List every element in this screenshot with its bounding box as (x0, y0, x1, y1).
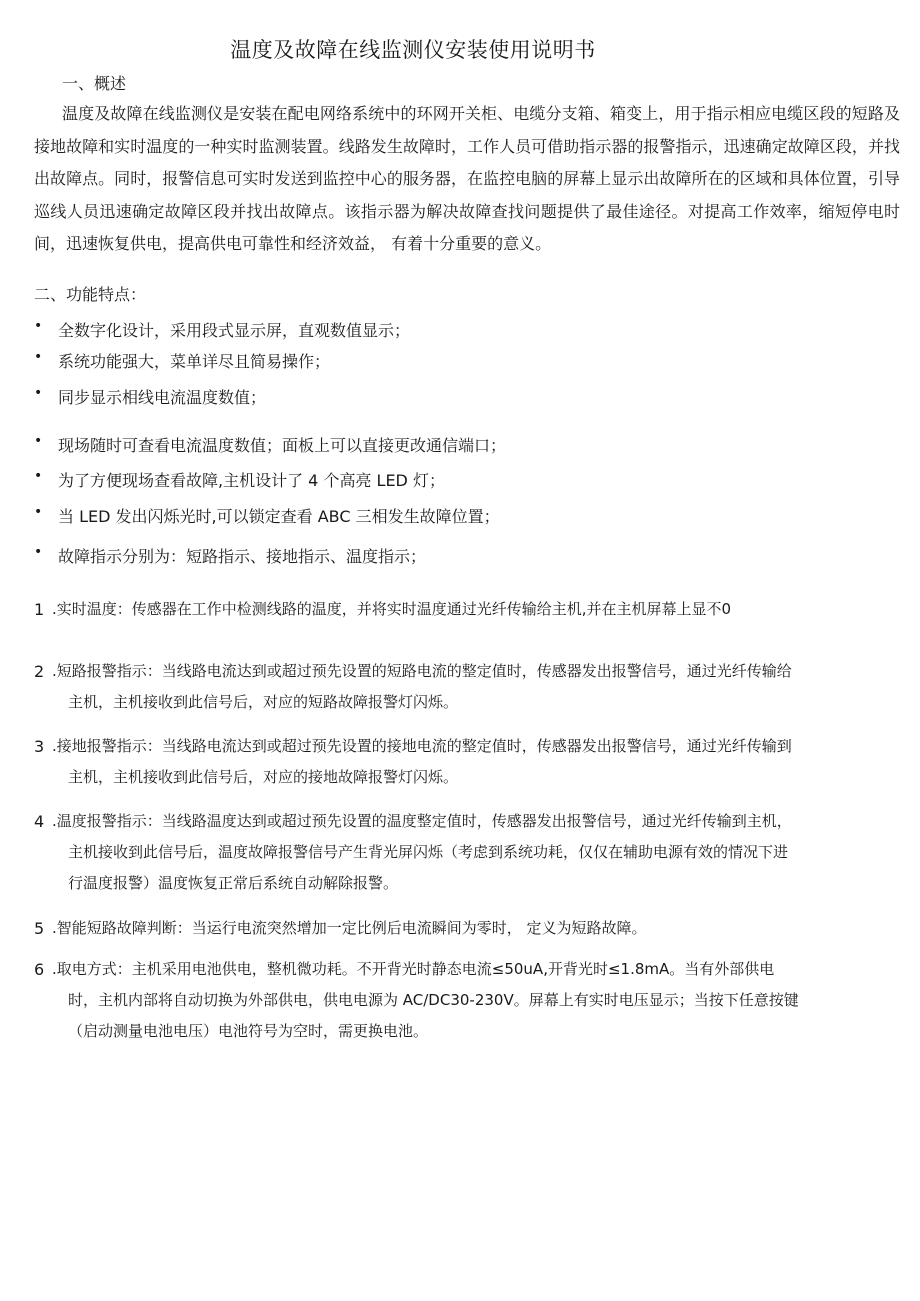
feature-text: 为了方便现场查看故障,主机设计了 4 个高亮 LED 灯； (58, 471, 445, 490)
bullet-icon: • (34, 349, 43, 365)
item-line: 主机接收到此信号后，温度故障报警信号产生背光屏闪烁（考虑到系统功耗，仅仅在辅助电源有效的情况下进 (68, 843, 789, 861)
feature-text: 故障指示分别为：短路指示、接地指示、温度指示； (58, 547, 427, 566)
feature-text: 全数字化设计，采用段式显示屏，直观数值显示； (58, 321, 411, 340)
document-title: 温度及故障在线监测仪安装使用说明书 (230, 38, 596, 62)
feature-text: 系统功能强大，菜单详尽且简易操作； (58, 352, 331, 371)
item-line: 行温度报警）温度恢复正常后系统自动解除报警。 (68, 874, 399, 892)
bullet-icon: • (34, 433, 43, 449)
item-number: 2 (34, 662, 45, 681)
overview-heading: 一、概述 (62, 74, 127, 93)
feature-text: 现场随时可查看电流温度数值；面板上可以直接更改通信端口； (58, 436, 507, 455)
bullet-icon: • (34, 318, 43, 334)
item-line: 主机，主机接收到此信号后，对应的短路故障报警灯闪烁。 (68, 693, 459, 711)
item-line: .取电方式：主机采用电池供电，整机微功耗。不开背光时静态电流≤50uA,开背光时≤1.8mA。当有外部供电 (52, 960, 775, 978)
item-line: .温度报警指示：当线路温度达到或超过预先设置的温度整定值时，传感器发出报警信号，通过光纤传输到主机， (52, 812, 792, 830)
bullet-icon: • (34, 544, 43, 560)
item-number: 4 (34, 812, 45, 831)
bullet-icon: • (34, 468, 43, 484)
item-number: 5 (34, 919, 45, 938)
item-number: 6 (34, 960, 45, 979)
item-line: 时，主机内部将自动切换为外部供电，供电电源为 AC/DC30-230V。屏幕上有实时电压显示；当按下任意按键 (68, 991, 799, 1009)
features-heading: 二、功能特点： (34, 285, 147, 304)
feature-text: 同步显示相线电流温度数值； (58, 388, 267, 407)
item-line: .短路报警指示：当线路电流达到或超过预先设置的短路电流的整定值时，传感器发出报警信号，通过光纤传输给 (52, 662, 792, 680)
item-line: .智能短路故障判断：当运行电流突然增加一定比例后电流瞬间为零时， 定义为短路故障。 (52, 919, 647, 937)
item-line: .实时温度：传感器在工作中检测线路的温度，并将实时温度通过光纤传输给主机,并在主机屏幕上显不0 (52, 600, 732, 618)
item-line: （启动测量电池电压）电池符号为空时，需更换电池。 (68, 1022, 429, 1040)
feature-text: 当 LED 发出闪烁光时,可以锁定查看 ABC 三相发生故障位置； (58, 507, 500, 526)
bullet-icon: • (34, 385, 43, 401)
item-number: 1 (34, 600, 45, 619)
item-line: 主机，主机接收到此信号后，对应的接地故障报警灯闪烁。 (68, 768, 459, 786)
bullet-icon: • (34, 504, 43, 520)
item-number: 3 (34, 737, 45, 756)
overview-paragraph: 温度及故障在线监测仪是安装在配电网络系统中的环网开关柜、电缆分支箱、箱变上，用于指示相应电缆区段的短路及接地故障和实时温度的一种实时监测装置。线路发生故障时，工作人员可借助指示器的报警指示，迅速确定故障区段，并找出故障点。同时，报警信息可实时发送到监控中心的服务器，在监控电脑的屏幕上显示出故障所在的区域和具体位置，引导巡线人员迅速确定故障区段并找出故障点。该指示器为解决故障查找问题提供了最佳途径。对提高工作效率，缩短停电时间，迅速恢复供电，提高供电可靠性和经济效益， 有着十分重要的意义。 (34, 104, 900, 254)
item-line: .接地报警指示：当线路电流达到或超过预先设置的接地电流的整定值时，传感器发出报警信号，通过光纤传输到 (52, 737, 792, 755)
